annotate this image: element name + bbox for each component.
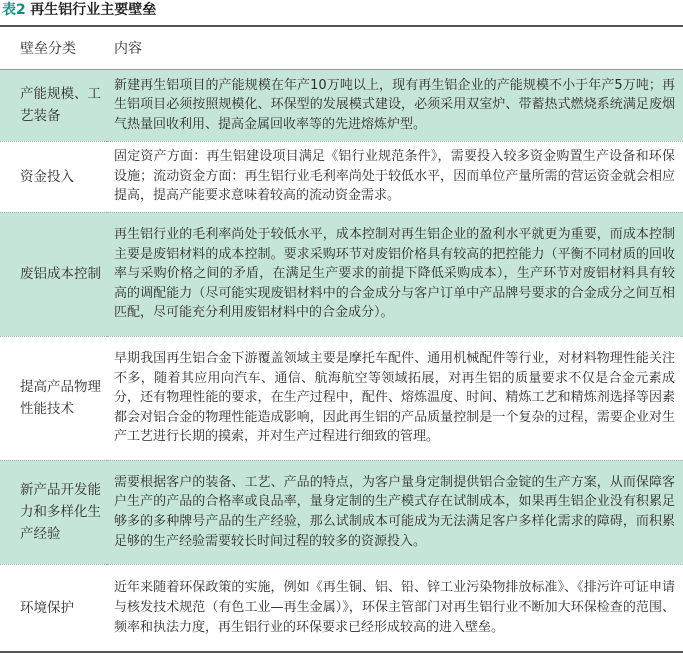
row-category: 新产品开发能力和多样化生产经验 (20, 482, 101, 542)
row-content: 新建再生铝项目的产能规模在年产10万吨以上，现有再生铝企业的产能规模不小于年产5万吨；再生铝项目必须按照规模化、环保型的发展模式建设，必须采用双室炉、带蓄热式燃烧系统满足废烟气热量回收利用、提高金属回收率等的先进熔炼炉型。 (114, 77, 675, 132)
row-category: 环境保护 (20, 599, 74, 616)
table-row (0, 460, 683, 564)
table-row (0, 69, 683, 141)
table-row (0, 336, 683, 460)
table-row (0, 141, 683, 212)
row-content: 再生铝行业的毛利率尚处于较低水平，成本控制对再生铝企业的盈利水平就更为重要，而成本控制主要是废铝材料的成本控制。要求采购环节对废铝价格具有较高的把控能力（平衡不同材质的回收率与采购价格之间的矛盾，在满足生产要求的前提下降低采购成本），生产环节对废铝材料具有较高的调配能力（尽可能实现废铝材料中的合金成分与客户订单中产品牌号要求的合金成分之间互相匹配，尽可能充分利用废铝材料中的合金成分）。 (114, 227, 675, 321)
row-category: 废铝成本控制 (20, 266, 101, 282)
barrier-table (0, 25, 683, 653)
row-category: 产能规模、工艺装备 (20, 86, 101, 124)
table-row (0, 564, 683, 652)
header-category: 壁垒分类 (20, 40, 76, 57)
row-content: 需要根据客户的装备、工艺、产品的特点，为客户量身定制提供铝合金锭的生产方案，从而保障客户生产的产品的合格率或良品率，量身定制的生产模式存在试制成本，如果再生铝企业没有积累足够多的多种牌号产品的生产经验，那么试制成本可能成为无法满足客户多样化需求的障碍，而积累足够的生产经验需要较长时间过程的较多的资源投入。 (114, 474, 675, 549)
table-title: 再生铝行业主要壁垒 (30, 2, 157, 18)
header-row (0, 26, 683, 69)
row-category: 提高产品物理性能技术 (20, 379, 101, 417)
row-content: 固定资产方面：再生铝建设项目满足《铝行业规范条件》，需要投入较多资金购置生产设备和环保设施；流动资金方面：再生铝行业毛利率尚处于较低水平，因而单位产量所需的营运资金就会相应提高，提高产能要求意味着较高的流动资金需求。 (114, 149, 675, 204)
table-row (0, 212, 683, 336)
header-content: 内容 (114, 40, 142, 57)
table-number: 表2 (2, 2, 26, 18)
row-category: 资金投入 (20, 168, 74, 185)
table-caption (0, 0, 683, 25)
row-content: 早期我国再生铝合金下游覆盖领域主要是摩托车配件、通用机械配件等行业，对材料物理性能关注不多，随着其应用向汽车、通信、航海航空等领域拓展，对再生铝的质量要求不仅是合金元素成分，还有物理性能的要求，在生产过程中，配件、熔炼温度、时间、精炼工艺和精炼剂选择等因素都会对铝合金的物理性能造成影响，因此再生铝的产品质量控制是一个复杂的过程，需要企业对生产工艺进行长期的摸索，并对生产过程进行细致的管理。 (114, 351, 675, 445)
row-content: 近年来随着环保政策的实施，例如《再生铜、铝、铅、锌工业污染物排放标准》、《排污许可证申请与核发技术规范（有色工业—再生金属）》，环保主管部门对再生铝行业不断加大环保检查的范围、频率和执法力度，再生铝行业的环保要求已经形成较高的进入壁垒。 (114, 580, 675, 635)
